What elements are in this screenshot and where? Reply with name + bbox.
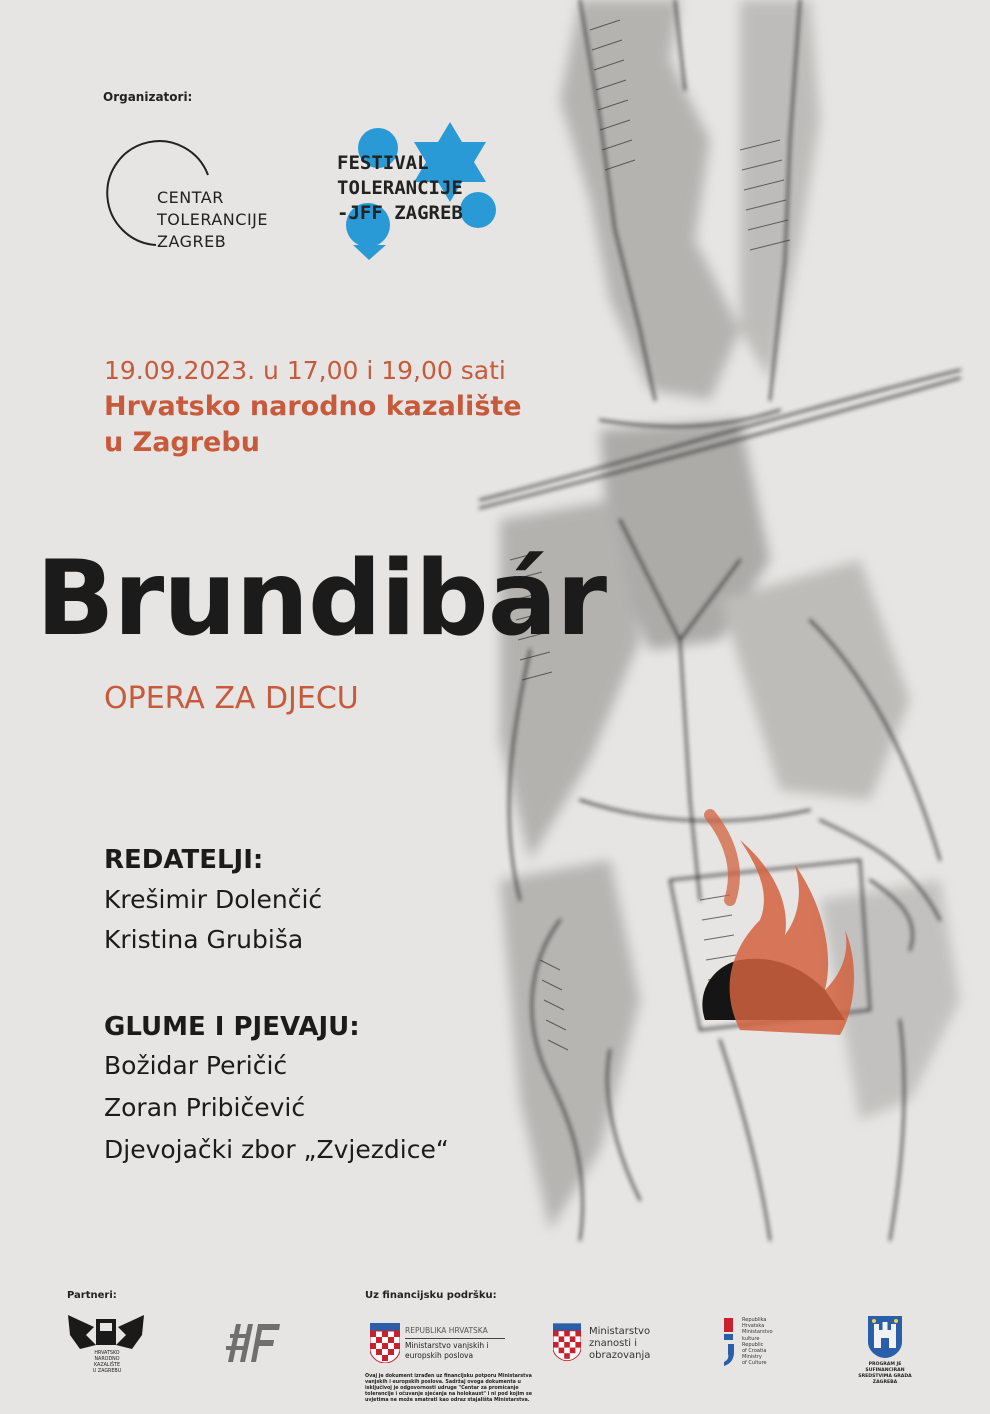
croatian-coat-of-arms-icon <box>370 1323 400 1363</box>
cast-name: Djevojački zbor „Zvjezdice“ <box>104 1135 449 1164</box>
zagreb-line-2: SREDSTVIMA GRADA ZAGREBA <box>858 1374 912 1385</box>
hnk-line-1: HRVATSKO <box>94 1351 120 1356</box>
culture-line: Ministarstvo <box>742 1329 773 1336</box>
funder-mvep-disclaimer: Ovaj je dokument izrađen uz financijsku potporu Ministarstva vanjskih i europskih poslova. Sadržaj ovoga dokumenta u isključivoj je odgovornosti udruge "Centar za promicanje tolerancije i očuvanje sjećanja na holokaust" i ni pod kojim se uvjetima ne može smatrati kao odraz stajališta Ministarstva. <box>365 1374 533 1403</box>
cast-heading: GLUME I PJEVAJU: <box>104 1012 360 1042</box>
poster-subtitle: OPERA ZA DJECU <box>104 681 359 716</box>
funder-mzo-text <box>589 1326 650 1362</box>
theatre-angels-icon <box>66 1305 146 1353</box>
funder-mvep-line-2: Ministarstvo vanjskih i <box>405 1341 489 1350</box>
event-date: 19.09.2023. u 17,00 i 19,00 sati <box>104 356 506 385</box>
divider <box>405 1338 505 1339</box>
zagreb-line: ZAGREB <box>157 232 227 251</box>
director-name: Krešimir Dolenčić <box>104 885 323 914</box>
venue-line-1: Hrvatsko narodno kazalište <box>104 391 522 422</box>
culture-line: Hrvatska <box>742 1323 765 1330</box>
ministry-of-culture-icon <box>722 1318 738 1366</box>
hnk-line-2: NARODNO <box>94 1357 120 1362</box>
hnk-line-4: U ZAGREBU <box>92 1369 122 1374</box>
jff-zagreb-line: -JFF ZAGREB <box>337 202 463 224</box>
director-name: Kristina Grubiša <box>104 925 304 954</box>
funder-zagreb-text <box>852 1362 918 1386</box>
zagreb-line-1: PROGRAM JE SUFINANCIRAN <box>865 1362 905 1373</box>
partners-label: Partneri: <box>67 1290 117 1301</box>
funder-mzo-line-1: Ministarstvo <box>589 1326 651 1337</box>
organizers-label: Organizatori: <box>103 90 193 104</box>
jff-partner-logo-icon <box>222 1320 282 1366</box>
centar-line: CENTAR <box>157 188 224 207</box>
funder-mvep-line-1: REPUBLIKA HRVATSKA <box>405 1326 488 1335</box>
culture-line: of Culture <box>742 1360 767 1367</box>
cast-name: Božidar Peričić <box>104 1051 288 1080</box>
festival-line: FESTIVAL <box>337 152 429 174</box>
cast-name: Zoran Pribičević <box>104 1093 306 1122</box>
culture-line: kulture <box>742 1335 760 1342</box>
culture-line: Ministry <box>742 1354 762 1361</box>
funder-mvep-text <box>405 1326 515 1361</box>
culture-line: Republic <box>742 1341 764 1348</box>
tolerancije-line: TOLERANCIJE <box>337 177 463 199</box>
directors-heading: REDATELJI: <box>104 845 264 875</box>
culture-line: of Croatia <box>742 1348 767 1355</box>
funder-mvep-line-3: europskih poslova <box>405 1351 474 1360</box>
funder-mzo-line-2: znanosti i <box>589 1338 638 1349</box>
event-venue <box>104 389 584 461</box>
croatian-coat-of-arms-icon <box>553 1322 581 1362</box>
tolerancije-line: TOLERANCIJE <box>157 210 268 229</box>
funder-mzo-line-3: obrazovanja <box>589 1350 651 1361</box>
funder-culture-text <box>742 1317 773 1367</box>
hnk-logo <box>66 1305 146 1385</box>
hnk-line-3: KAZALIŠTE <box>93 1363 120 1368</box>
funding-label: Uz financijsku podršku: <box>365 1290 497 1301</box>
zagreb-coat-of-arms-icon <box>868 1316 902 1358</box>
venue-line-2: u Zagrebu <box>104 427 260 458</box>
culture-line: Republika <box>742 1317 767 1323</box>
poster-title: Brundibár <box>36 539 607 659</box>
